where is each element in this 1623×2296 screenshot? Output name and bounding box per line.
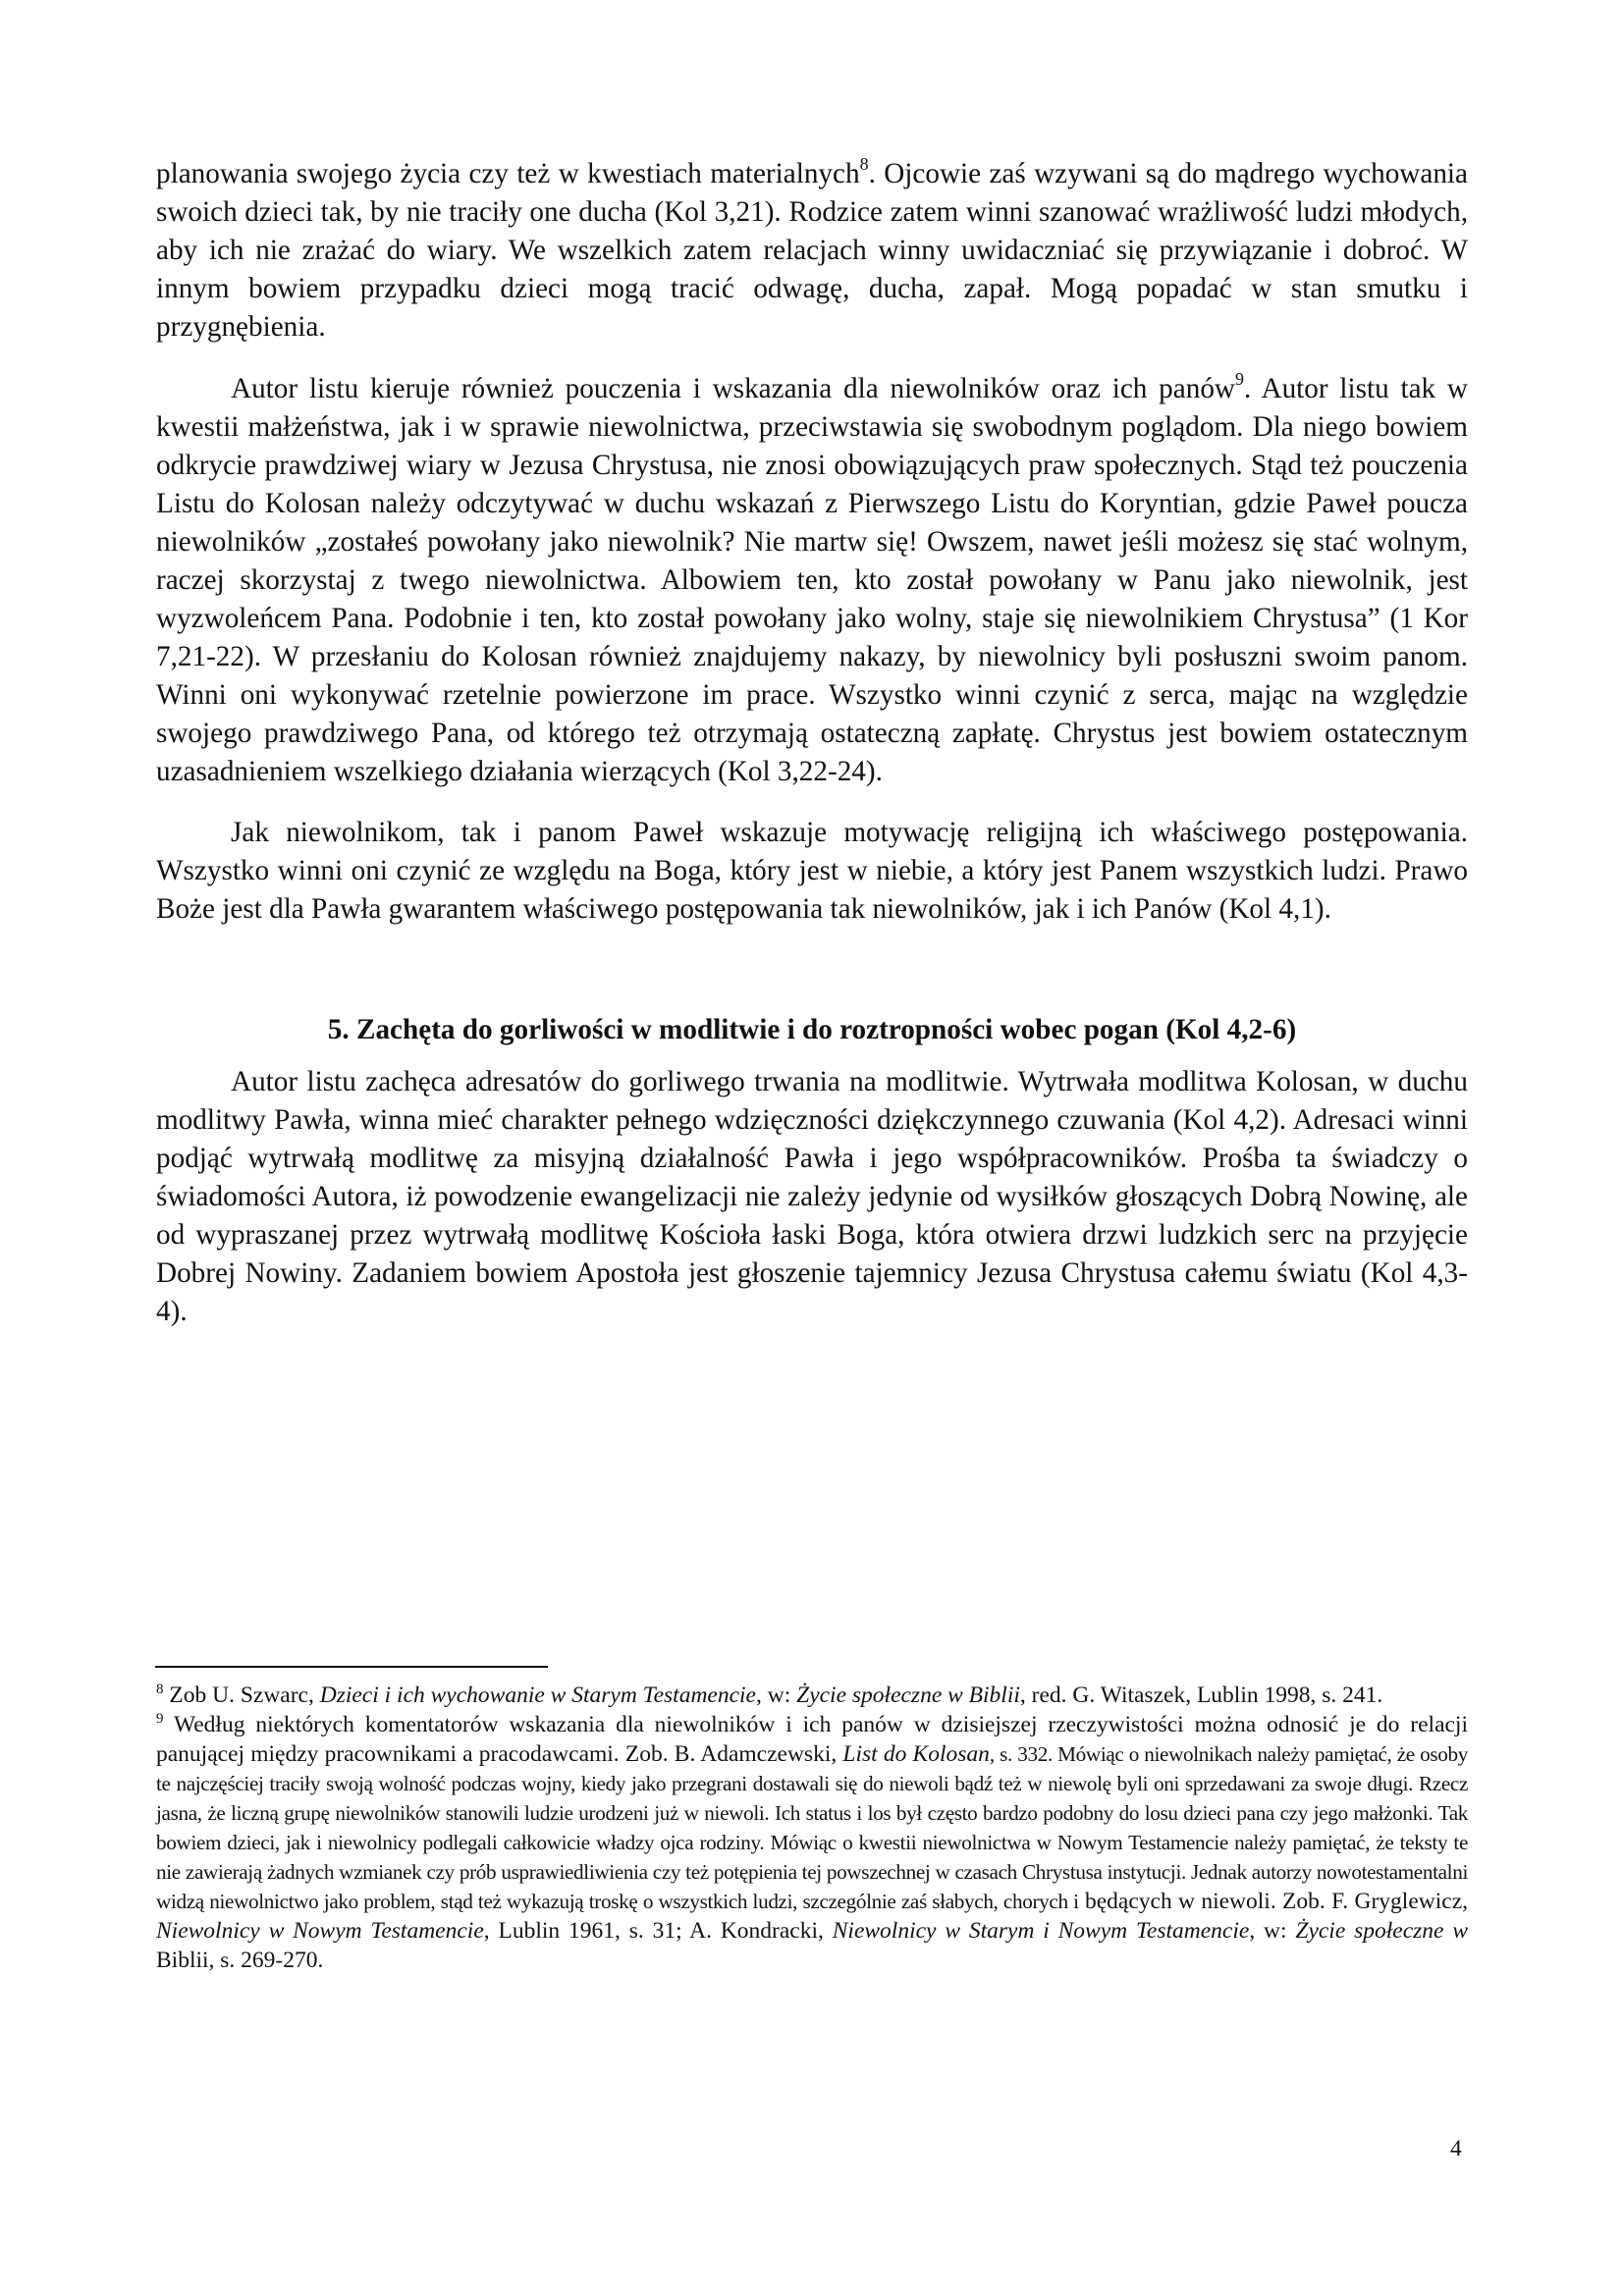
paragraph-4: Autor listu zachęca adresatów do gorliwego trwania na modlitwie. Wytrwała modlitwa Kolosan, w duchu modlitwy Pawła, winna mieć charakter pełnego wdzięczności dziękczynnego czuwania (Kol 4,2). Adresaci winni podjąć wytrwałą modlitwę za misyjną działalność Pawła i jego współpracowników. Prośba ta świadczy o świadomości Autora, iż powodzenie ewangelizacji nie zależy jedynie od wysiłków głoszących Dobrą Nowinę, ale od wypraszanej przez wytrwałą modlitwę Kościoła łaski Boga, która otwiera drzwi ludzkich serc na przyjęcie Dobrej Nowiny. Zadaniem bowiem Apostoła jest głoszenie tajemnicy Jezusa Chrystusa całemu światu (Kol 4,3-4). (156, 1066, 1468, 1327)
footnote-separator (155, 1666, 548, 1668)
paragraph-text: planowania swojego życia czy też w kwestiach materialnych (156, 158, 860, 189)
paragraph-1 (156, 155, 1468, 347)
footnote-9 (156, 1710, 1468, 1975)
footnote-text: Według niektórych komentatorów wskazania dla niewolników i ich panów w dzisiejszej rzeczywistości można odnosić je do relacji panującej między pracownikami a pracodawcami. Zob. B. Adamczewski, (156, 1712, 1468, 1767)
footnotes (156, 1681, 1468, 1975)
footnote-8 (156, 1681, 1468, 1710)
footnote-number: 8 (156, 1682, 164, 1698)
footnote-title: List do Kolosan (842, 1741, 990, 1767)
footnote-text: , Lublin 1961, s. 31; A. Kondracki, (483, 1918, 833, 1944)
footnote-title: Niewolnicy w Nowym Testamencie (156, 1918, 484, 1944)
footnote-text: , s. 332. Mówiąc o niewolnikach należy pamiętać, że osoby te najczęściej traciły swoją wolność podczas wojny, kiedy jako przegrani dostawali się do niewoli bądź też w niewolę byli oni sprzedawani za swoje długi. Rzecz jasna, że liczną grupę niewolników stanowili ludzie urodzeni już w niewoli. Ich status i los był często bardzo podobny do losu dzieci pana czy jego małżonki. Tak bowiem dzieci, jak i niewolnicy podlegali całkowicie władzy ojca rodziny. Mówiąc o kwestii niewolnictwa w Nowym Testamencie należy pamiętać, że teksty te nie zawierają żadnych wzmianek czy prób usprawiedliwienia czy też potępienia tej powszechnej w czasach Chrystusa instytucji. Jednak autorzy nowotestamentalni widzą niewolnictwo jako problem, stąd też wykazują troskę o wszystkich ludzi, szczególnie zaś słabych, chorych i (156, 1742, 1468, 1913)
footnote-text: , w: (1249, 1918, 1296, 1944)
paragraph-2 (156, 370, 1468, 791)
footnote-ref-8[interactable]: 8 (859, 154, 869, 175)
paragraph-text: . Autor listu tak w kwestii małżeństwa, jak i w sprawie niewolnictwa, przeciwstawia się swobodnym poglądom. Dla niego bowiem odkrycie prawdziwej wiary w Jezusa Chrystusa, nie znosi obowiązujących praw społecznych. Stąd też pouczenia Listu do Kolosan należy odczytywać w duchu wskazań z Pierwszego Listu do Koryntian, gdzie Paweł poucza niewolników „zostałeś powołany jako niewolnik? Nie martw się! Owszem, nawet jeśli możesz się stać wolnym, raczej skorzystaj z twego niewolnictwa. Albowiem ten, kto został powołany w Panu jako niewolnik, jest wyzwoleńcem Pana. Podobnie i ten, kto został powołany jako wolny, staje się niewolnikiem Chrystusa” (1 Kor 7,21-22). W przesłaniu do Kolosan również znajdujemy nakazy, by niewolnicy byli posłuszni swoim panom. Winni oni wykonywać rzetelnie powierzone im prace. Wszystko winni czynić z serca, mając na względzie swojego prawdziwego Pana, od którego też otrzymają ostateczną zapłatę. Chrystus jest bowiem ostatecznym uzasadnieniem wszelkiego działania wierzących (Kol 3,22-24). (156, 373, 1469, 787)
document-page (156, 155, 1468, 1354)
paragraph-text: Autor listu kieruje również pouczenia i wskazania dla niewolników oraz ich panów (231, 373, 1235, 404)
footnote-text: Biblii, s. 269-270. (156, 1948, 324, 1973)
page-number: 4 (1450, 2136, 1462, 2162)
footnote-text: , red. G. Witaszek, Lublin 1998, s. 241. (1019, 1682, 1383, 1708)
footnote-title: Życie społeczne w (1295, 1918, 1468, 1944)
footnote-title: Dzieci i ich wychowanie w Starym Testamencie (319, 1682, 756, 1708)
footnote-text: Zob U. Szwarc, (169, 1682, 320, 1708)
footnote-title: Życie społeczne w Biblii (796, 1682, 1020, 1708)
footnote-title: Niewolnicy w Starym i Nowym Testamencie (832, 1918, 1250, 1944)
footnote-ref-9[interactable]: 9 (1235, 369, 1244, 390)
footnote-text: , w: (756, 1682, 797, 1708)
paragraph-3: Jak niewolnikom, tak i panom Paweł wskazuje motywację religijną ich właściwego postępowania. Wszystko winni oni czynić ze względu na Boga, który jest w niebie, a który jest Panem wszystkich ludzi. Prawo Boże jest dla Pawła gwarantem właściwego postępowania tak niewolników, jak i ich Panów (Kol 4,1). (156, 817, 1468, 925)
paragraph-text: . Ojcowie zaś wzywani są do mądrego wychowania swoich dzieci tak, by nie traciły one ducha (Kol 3,21). Rodzice zatem winni szanować wrażliwość ludzi młodych, aby ich nie zrażać do wiary. We wszelkich zatem relacjach winny uwidaczniać się przywiązanie i dobroć. W innym bowiem przypadku dzieci mogą tracić odwagę, ducha, zapał. Mogą popadać w stan smutku i przygnębienia. (156, 158, 1468, 343)
section-heading: 5. Zachęta do gorliwości w modlitwie i do roztropności wobec pogan (Kol 4,2-6) (327, 1014, 1297, 1045)
footnote-text: będących w niewoli. Zob. F. Gryglewicz, (1078, 1889, 1468, 1914)
footnote-number: 9 (156, 1711, 164, 1728)
